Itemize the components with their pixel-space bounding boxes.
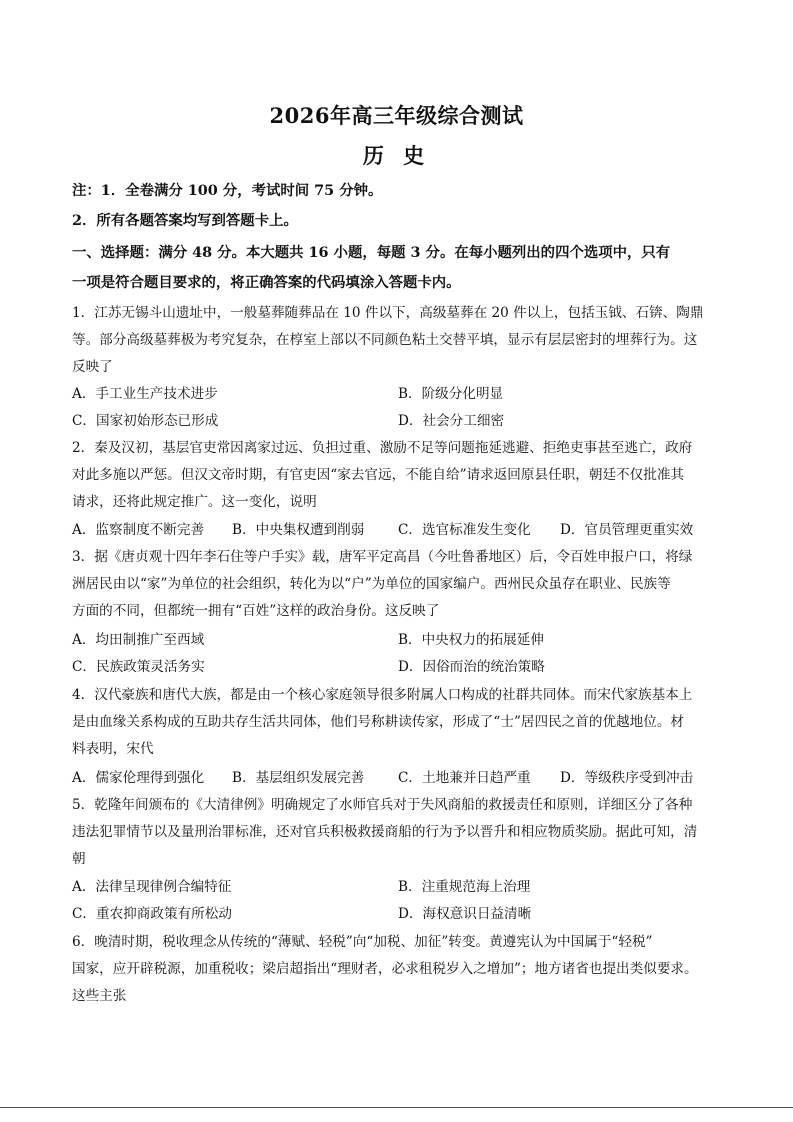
question-1-option-b[interactable]: B．阶级分化明显 (398, 386, 504, 402)
question-1-option-d[interactable]: D．社会分工细密 (398, 413, 505, 429)
question-3-line-1: 3．据《唐贞观十四年李石住等户手实》载，唐军平定高昌（今吐鲁番地区）后，令百姓申报户口，将绿 (72, 549, 693, 565)
note-1: 注：1．全卷满分 100 分，考试时间 75 分钟。 (72, 182, 383, 199)
section-heading-line-1: 一、选择题：满分 48 分。本大题共 16 小题，每题 3 分。在每小题列出的四个选项中，只有 (72, 244, 671, 261)
question-1-option-c[interactable]: C．国家初始形态已形成 (72, 413, 219, 429)
question-4-option-c[interactable]: C．土地兼并日趋严重 (398, 770, 531, 786)
question-5-line-2: 违法犯罪情节以及量刑治罪标准，还对官兵积极救援商船的行为予以晋升和相应物质奖励。据此可知，清 (72, 824, 698, 840)
subject-title: 历 史 (362, 143, 431, 168)
question-5-option-a[interactable]: A．法律呈现律例合编特征 (72, 879, 232, 895)
question-2-option-d[interactable]: D．官员管理更重实效 (560, 522, 694, 538)
exam-title: 2026年高三年级综合测试 (269, 103, 524, 128)
question-2-line-1: 2．秦及汉初，基层官吏常因离家过远、负担过重、激励不足等问题拖延逃避、拒绝吏事甚至逃亡，政府 (72, 440, 693, 456)
question-5-line-1: 5．乾隆年间颁布的《大清律例》明确规定了水师官兵对于失风商船的救援责任和原则，详细区分了各种 (72, 797, 693, 813)
question-4-line-3: 料表明，宋代 (72, 741, 154, 757)
question-3-line-3: 方面的不同，但都统一拥有“百姓”这样的政治身份。这反映了 (72, 603, 440, 619)
question-1-option-a[interactable]: A．手工业生产技术进步 (72, 386, 218, 402)
question-6-line-3: 这些主张 (72, 988, 127, 1004)
question-6-line-1: 6．晚清时期，税收理念从传统的“薄赋、轻税”向“加税、加征”转变。黄遵宪认为中国属于“轻税” (72, 934, 653, 950)
section-heading-line-2: 一项是符合题目要求的，将正确答案的代码填涂入答题卡内。 (72, 274, 461, 291)
question-3-line-2: 洲居民由以“家”为单位的社会组织，转化为以“户”为单位的国家编户。西州民众虽存在职业、民族等 (72, 576, 671, 592)
question-3-option-a[interactable]: A．均田制推广至西域 (72, 632, 205, 648)
question-2-line-3: 请求，还将此规定推广。这一变化，说明 (72, 494, 317, 510)
question-3-option-b[interactable]: B．中央权力的拓展延伸 (398, 632, 544, 648)
question-5-line-3: 朝 (72, 851, 86, 867)
question-1-line-2: 等。部分高级墓葬极为考究复杂，在椁室上部以不同颜色粘土交替平填，显示有层层密封的埋葬行为。这 (72, 332, 698, 348)
question-4-option-a[interactable]: A．儒家伦理得到强化 (72, 770, 205, 786)
question-4-line-2: 是由血缘关系构成的互助共存生活共同体，他们号称耕读传家，形成了“士”居四民之首的优越地位。材 (72, 714, 685, 730)
note-2: 2．所有各题答案均写到答题卡上。 (72, 212, 298, 229)
question-2-option-c[interactable]: C．选官标准发生变化 (398, 522, 531, 538)
question-6-line-2: 国家，应开辟税源，加重税收；梁启超指出“理财者，必求租税岁入之增加”；地方诸省也提出类似要求。 (72, 961, 698, 977)
question-2-option-b[interactable]: B．中央集权遭到削弱 (232, 522, 365, 538)
question-1-line-1: 1．江苏无锡斗山遗址中，一般墓葬随葬品在 10 件以下，高级墓葬在 20 件以上，包括玉钺、石锛、陶鼎 (72, 305, 704, 321)
question-3-option-c[interactable]: C．民族政策灵活务实 (72, 659, 205, 675)
question-4-line-1: 4．汉代豪族和唐代大族，都是由一个核心家庭领导很多附属人口构成的社群共同体。而宋代家族基本上 (72, 687, 693, 703)
question-1-line-3: 反映了 (72, 359, 113, 375)
question-3-option-d[interactable]: D．因俗而治的统治策略 (398, 659, 545, 675)
question-5-option-b[interactable]: B．注重规范海上治理 (398, 879, 531, 895)
question-5-option-d[interactable]: D．海权意识日益清晰 (398, 906, 532, 922)
page-bottom-divider (0, 1107, 793, 1108)
question-4-option-d[interactable]: D．等级秩序受到冲击 (560, 770, 694, 786)
question-5-option-c[interactable]: C．重农抑商政策有所松动 (72, 906, 232, 922)
question-2-line-2: 对此多施以严惩。但汉文帝时期，有官吏因“家去官远，不能自给”请求返回原县任职，朝廷不仅批准其 (72, 467, 685, 483)
question-2-option-a[interactable]: A．监察制度不断完善 (72, 522, 205, 538)
question-4-option-b[interactable]: B．基层组织发展完善 (232, 770, 365, 786)
